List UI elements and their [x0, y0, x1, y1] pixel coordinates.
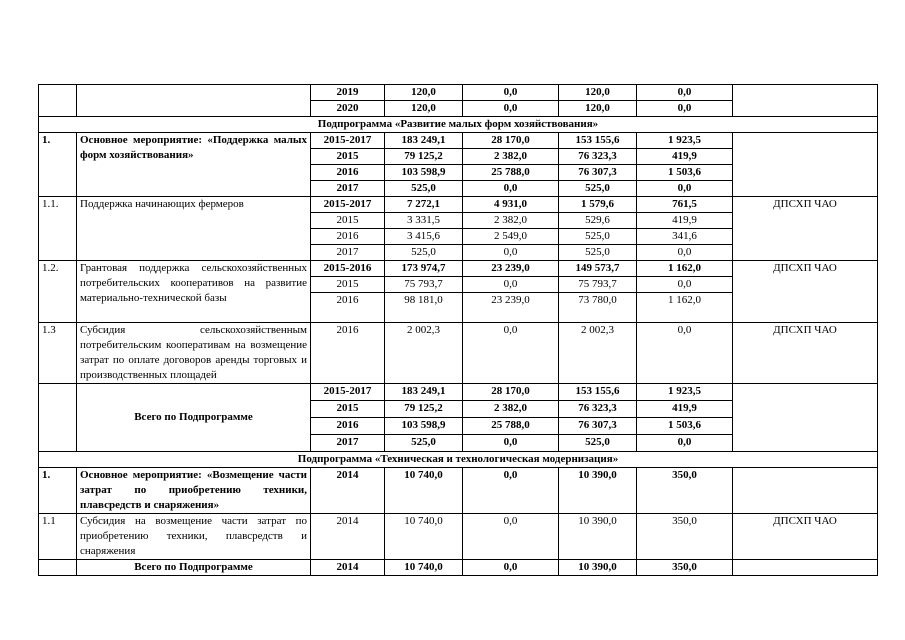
- total-cell: 79 125,2: [385, 401, 463, 418]
- regional-cell: 525,0: [559, 181, 637, 197]
- table-row: [39, 133, 878, 149]
- federal-cell: 0,0: [463, 277, 559, 293]
- executor-cell: ДПСХП ЧАО: [733, 514, 878, 560]
- table-row: [39, 468, 878, 514]
- subprogram-total-label: Всего по Подпрограмме: [77, 560, 311, 576]
- federal-cell: 0,0: [463, 468, 559, 514]
- year-cell: 2015: [311, 213, 385, 229]
- federal-cell: 2 382,0: [463, 149, 559, 165]
- regional-cell: 76 307,3: [559, 165, 637, 181]
- local-cell: 419,9: [637, 149, 733, 165]
- regional-cell: 153 155,6: [559, 384, 637, 401]
- subprogram-total-label: Всего по Подпрограмме: [77, 384, 311, 452]
- regional-cell: 73 780,0: [559, 293, 637, 323]
- federal-cell: 23 239,0: [463, 261, 559, 277]
- local-cell: 0,0: [637, 101, 733, 117]
- local-cell: 1 503,6: [637, 418, 733, 435]
- federal-cell: 2 549,0: [463, 229, 559, 245]
- num-cell: 1.: [39, 468, 77, 514]
- local-cell: 1 162,0: [637, 261, 733, 277]
- regional-cell: 10 390,0: [559, 468, 637, 514]
- subprogram-title: Подпрограмма «Развитие малых форм хозяйствования»: [39, 117, 878, 133]
- num-cell: 1.1.: [39, 197, 77, 261]
- local-cell: 350,0: [637, 468, 733, 514]
- activity-name: Субсидия на возмещение части затрат по приобретению техники, плавсредств и снаряжения: [77, 514, 311, 560]
- federal-cell: 2 382,0: [463, 401, 559, 418]
- local-cell: 419,9: [637, 213, 733, 229]
- table-row: [39, 560, 878, 576]
- total-cell: 103 598,9: [385, 165, 463, 181]
- total-cell: 7 272,1: [385, 197, 463, 213]
- year-cell: 2014: [311, 514, 385, 560]
- subprogram-title: Подпрограмма «Техническая и технологическая модернизация»: [39, 452, 878, 468]
- regional-cell: 2 002,3: [559, 323, 637, 384]
- federal-cell: 0,0: [463, 85, 559, 101]
- total-cell: 120,0: [385, 101, 463, 117]
- regional-cell: 525,0: [559, 435, 637, 452]
- table-row: [39, 514, 878, 560]
- executor-cell: [733, 468, 878, 514]
- total-cell: 183 249,1: [385, 133, 463, 149]
- local-cell: 0,0: [637, 435, 733, 452]
- program-financing-table: [38, 84, 878, 576]
- total-cell: 10 740,0: [385, 560, 463, 576]
- executor-cell: [733, 560, 878, 576]
- local-cell: 1 923,5: [637, 133, 733, 149]
- federal-cell: 28 170,0: [463, 133, 559, 149]
- local-cell: 0,0: [637, 181, 733, 197]
- year-cell: 2015-2017: [311, 197, 385, 213]
- local-cell: 761,5: [637, 197, 733, 213]
- federal-cell: 0,0: [463, 514, 559, 560]
- local-cell: 341,6: [637, 229, 733, 245]
- executor-cell: ДПСХП ЧАО: [733, 323, 878, 384]
- total-cell: 173 974,7: [385, 261, 463, 277]
- year-cell: 2016: [311, 293, 385, 323]
- activity-name: Субсидия сельскохозяйственным потребительским кооперативам на возмещение затрат по оплате договоров аренды торговых и производственных площадей: [77, 323, 311, 384]
- total-cell: 3 415,6: [385, 229, 463, 245]
- total-cell: 525,0: [385, 245, 463, 261]
- table-row: [39, 85, 878, 101]
- regional-cell: 1 579,6: [559, 197, 637, 213]
- total-cell: 3 331,5: [385, 213, 463, 229]
- local-cell: 0,0: [637, 245, 733, 261]
- total-cell: 103 598,9: [385, 418, 463, 435]
- local-cell: 350,0: [637, 514, 733, 560]
- executor-cell: ДПСХП ЧАО: [733, 197, 878, 261]
- activity-name: Грантовая поддержка сельскохозяйственных потребительских кооперативов на развитие материально-технической базы: [77, 261, 311, 323]
- regional-cell: 120,0: [559, 101, 637, 117]
- year-cell: 2016: [311, 165, 385, 181]
- regional-cell: 10 390,0: [559, 514, 637, 560]
- num-cell: [39, 560, 77, 576]
- year-cell: 2019: [311, 85, 385, 101]
- federal-cell: 0,0: [463, 323, 559, 384]
- total-cell: 525,0: [385, 435, 463, 452]
- federal-cell: 25 788,0: [463, 165, 559, 181]
- federal-cell: 0,0: [463, 181, 559, 197]
- local-cell: 1 923,5: [637, 384, 733, 401]
- table-row: [39, 384, 878, 401]
- federal-cell: 0,0: [463, 245, 559, 261]
- year-cell: 2016: [311, 418, 385, 435]
- local-cell: 419,9: [637, 401, 733, 418]
- executor-cell: ДПСХП ЧАО: [733, 261, 878, 323]
- year-cell: 2017: [311, 181, 385, 197]
- year-cell: 2015: [311, 149, 385, 165]
- local-cell: 1 503,6: [637, 165, 733, 181]
- regional-cell: 76 323,3: [559, 149, 637, 165]
- num-cell: 1.: [39, 133, 77, 197]
- year-cell: 2014: [311, 468, 385, 514]
- executor-cell: [733, 133, 878, 197]
- total-cell: 2 002,3: [385, 323, 463, 384]
- num-cell: 1.3: [39, 323, 77, 384]
- table-row: [39, 197, 878, 213]
- federal-cell: 0,0: [463, 101, 559, 117]
- total-cell: 75 793,7: [385, 277, 463, 293]
- regional-cell: 76 307,3: [559, 418, 637, 435]
- total-cell: 10 740,0: [385, 514, 463, 560]
- federal-cell: 25 788,0: [463, 418, 559, 435]
- executor-cell: [733, 85, 878, 117]
- executor-cell: [733, 384, 878, 452]
- local-cell: 0,0: [637, 277, 733, 293]
- table-row: [39, 261, 878, 277]
- local-cell: 0,0: [637, 85, 733, 101]
- year-cell: 2015: [311, 277, 385, 293]
- local-cell: 0,0: [637, 323, 733, 384]
- total-cell: 98 181,0: [385, 293, 463, 323]
- table-row: [39, 323, 878, 384]
- subprogram-header-row: [39, 117, 878, 133]
- year-cell: 2016: [311, 323, 385, 384]
- regional-cell: 153 155,6: [559, 133, 637, 149]
- regional-cell: 149 573,7: [559, 261, 637, 277]
- name-cell: [77, 85, 311, 117]
- year-cell: 2015-2016: [311, 261, 385, 277]
- subprogram-header-row: [39, 452, 878, 468]
- regional-cell: 529,6: [559, 213, 637, 229]
- regional-cell: 525,0: [559, 245, 637, 261]
- federal-cell: 4 931,0: [463, 197, 559, 213]
- federal-cell: 23 239,0: [463, 293, 559, 323]
- year-cell: 2016: [311, 229, 385, 245]
- federal-cell: 28 170,0: [463, 384, 559, 401]
- federal-cell: 0,0: [463, 560, 559, 576]
- regional-cell: 10 390,0: [559, 560, 637, 576]
- local-cell: 1 162,0: [637, 293, 733, 323]
- federal-cell: 0,0: [463, 435, 559, 452]
- num-cell: [39, 85, 77, 117]
- activity-name: Поддержка начинающих фермеров: [77, 197, 311, 261]
- activity-name: Основное мероприятие: «Поддержка малых форм хозяйствования»: [77, 133, 311, 197]
- num-cell: 1.2.: [39, 261, 77, 323]
- total-cell: 79 125,2: [385, 149, 463, 165]
- year-cell: 2014: [311, 560, 385, 576]
- regional-cell: 75 793,7: [559, 277, 637, 293]
- regional-cell: 120,0: [559, 85, 637, 101]
- activity-name: Основное мероприятие: «Возмещение части затрат по приобретению техники, плавсредств и снаряжения»: [77, 468, 311, 514]
- num-cell: 1.1: [39, 514, 77, 560]
- year-cell: 2017: [311, 435, 385, 452]
- num-cell: [39, 384, 77, 452]
- local-cell: 350,0: [637, 560, 733, 576]
- year-cell: 2015-2017: [311, 133, 385, 149]
- total-cell: 10 740,0: [385, 468, 463, 514]
- total-cell: 183 249,1: [385, 384, 463, 401]
- federal-cell: 2 382,0: [463, 213, 559, 229]
- year-cell: 2015: [311, 401, 385, 418]
- total-cell: 120,0: [385, 85, 463, 101]
- year-cell: 2017: [311, 245, 385, 261]
- year-cell: 2015-2017: [311, 384, 385, 401]
- year-cell: 2020: [311, 101, 385, 117]
- regional-cell: 525,0: [559, 229, 637, 245]
- total-cell: 525,0: [385, 181, 463, 197]
- regional-cell: 76 323,3: [559, 401, 637, 418]
